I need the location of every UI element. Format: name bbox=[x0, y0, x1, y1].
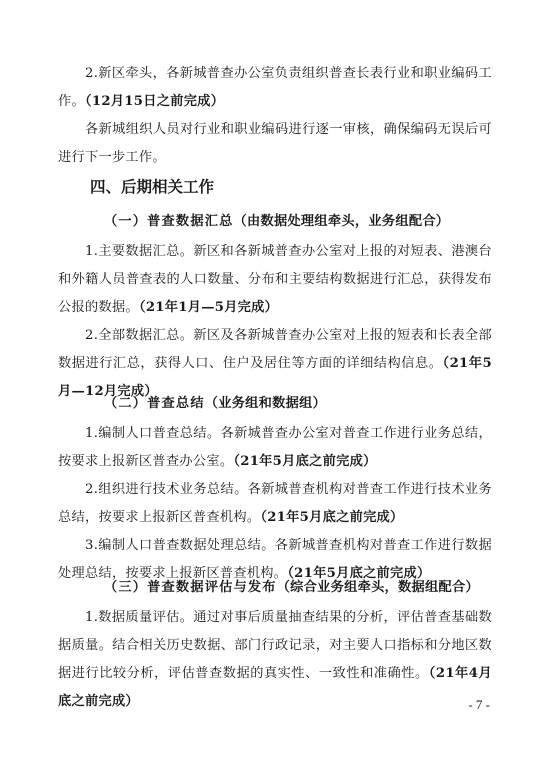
paragraph-text: 3.编制人口普查数据处理总结。各新城普查机构对普查工作进行数据处理总结，按要求上报新区普查机构。 bbox=[58, 538, 492, 581]
deadline-note: （21年5月底之前完成） bbox=[260, 510, 404, 525]
paragraph-coding-review bbox=[58, 116, 492, 172]
paragraph-text: 1.主要数据汇总。新区和各新城普查办公室对上报的对短表、港澳台和外籍人员普查表的人口数量、分布和主要结构数据进行汇总，获得发布公报的数据。 bbox=[58, 244, 492, 315]
paragraph-quality-evaluation bbox=[58, 604, 492, 716]
paragraph-text: 1.数据质量评估。通过对事后质量抽查结果的分析，评估普查基础数据质量。结合相关历史数据、部门行政记录，对主要人口指标和分地区数据进行比较分析，评估普查数据的真实性、一致性和准确性。 bbox=[58, 610, 492, 681]
subsection-heading-summary bbox=[104, 212, 449, 232]
paragraph-main-data-summary bbox=[58, 238, 492, 322]
section-heading: 四、后期相关工作 bbox=[90, 178, 215, 196]
subsection-note: （由数据处理组牵头，业务组配合） bbox=[233, 214, 450, 229]
paragraph-census-review bbox=[58, 420, 492, 476]
paragraph-text: 2.新区牵头，各新城普查办公室负责组织普查长表行业和职业编码工作。 bbox=[58, 66, 492, 109]
subsection-note: （业务组和数据组） bbox=[204, 396, 327, 411]
deadline-note: （21年4月底之前完成） bbox=[58, 666, 492, 709]
deadline-note: （21年5月底之前完成） bbox=[233, 454, 377, 469]
subsection-label: （一）普查数据汇总 bbox=[104, 214, 234, 229]
paragraph-text: 各新城组织人员对行业和职业编码进行逐一审核，确保编码无误后可进行下一步工作。 bbox=[58, 122, 492, 165]
subsection-note: （综合业务组牵头，数据组配合） bbox=[276, 580, 479, 595]
subsection-heading-evaluation bbox=[104, 578, 479, 598]
paragraph-text: 1.编制人口普查总结。各新城普查办公室对普查工作进行业务总结，按要求上报新区普查办公室。 bbox=[58, 426, 492, 469]
subsection-label: （三）普查数据评估与发布 bbox=[104, 580, 277, 595]
paragraph-text: 2.全部数据汇总。新区及各新城普查办公室对上报的短表和长表全部数据进行汇总，获得人口、住户及居住等方面的详细结构信息。 bbox=[58, 328, 492, 371]
deadline-note: （21年1月—5月完成） bbox=[138, 300, 279, 315]
page-number: - 7 - bbox=[468, 697, 490, 712]
deadline-note: （12月15日之前完成） bbox=[84, 94, 225, 109]
paragraph-coding-task bbox=[58, 60, 492, 116]
subsection-heading-review bbox=[104, 394, 326, 414]
paragraph-text: 2.组织进行技术业务总结。各新城普查机构对普查工作进行技术业务总结，按要求上报新区普查机构。 bbox=[58, 482, 492, 525]
subsection-label: （二）普查总结 bbox=[104, 396, 205, 411]
paragraph-technical-review bbox=[58, 476, 492, 532]
deadline-note: （21年5月—12月完成） bbox=[58, 356, 492, 399]
deadline-note: （21年5月底之前完成） bbox=[287, 566, 431, 581]
